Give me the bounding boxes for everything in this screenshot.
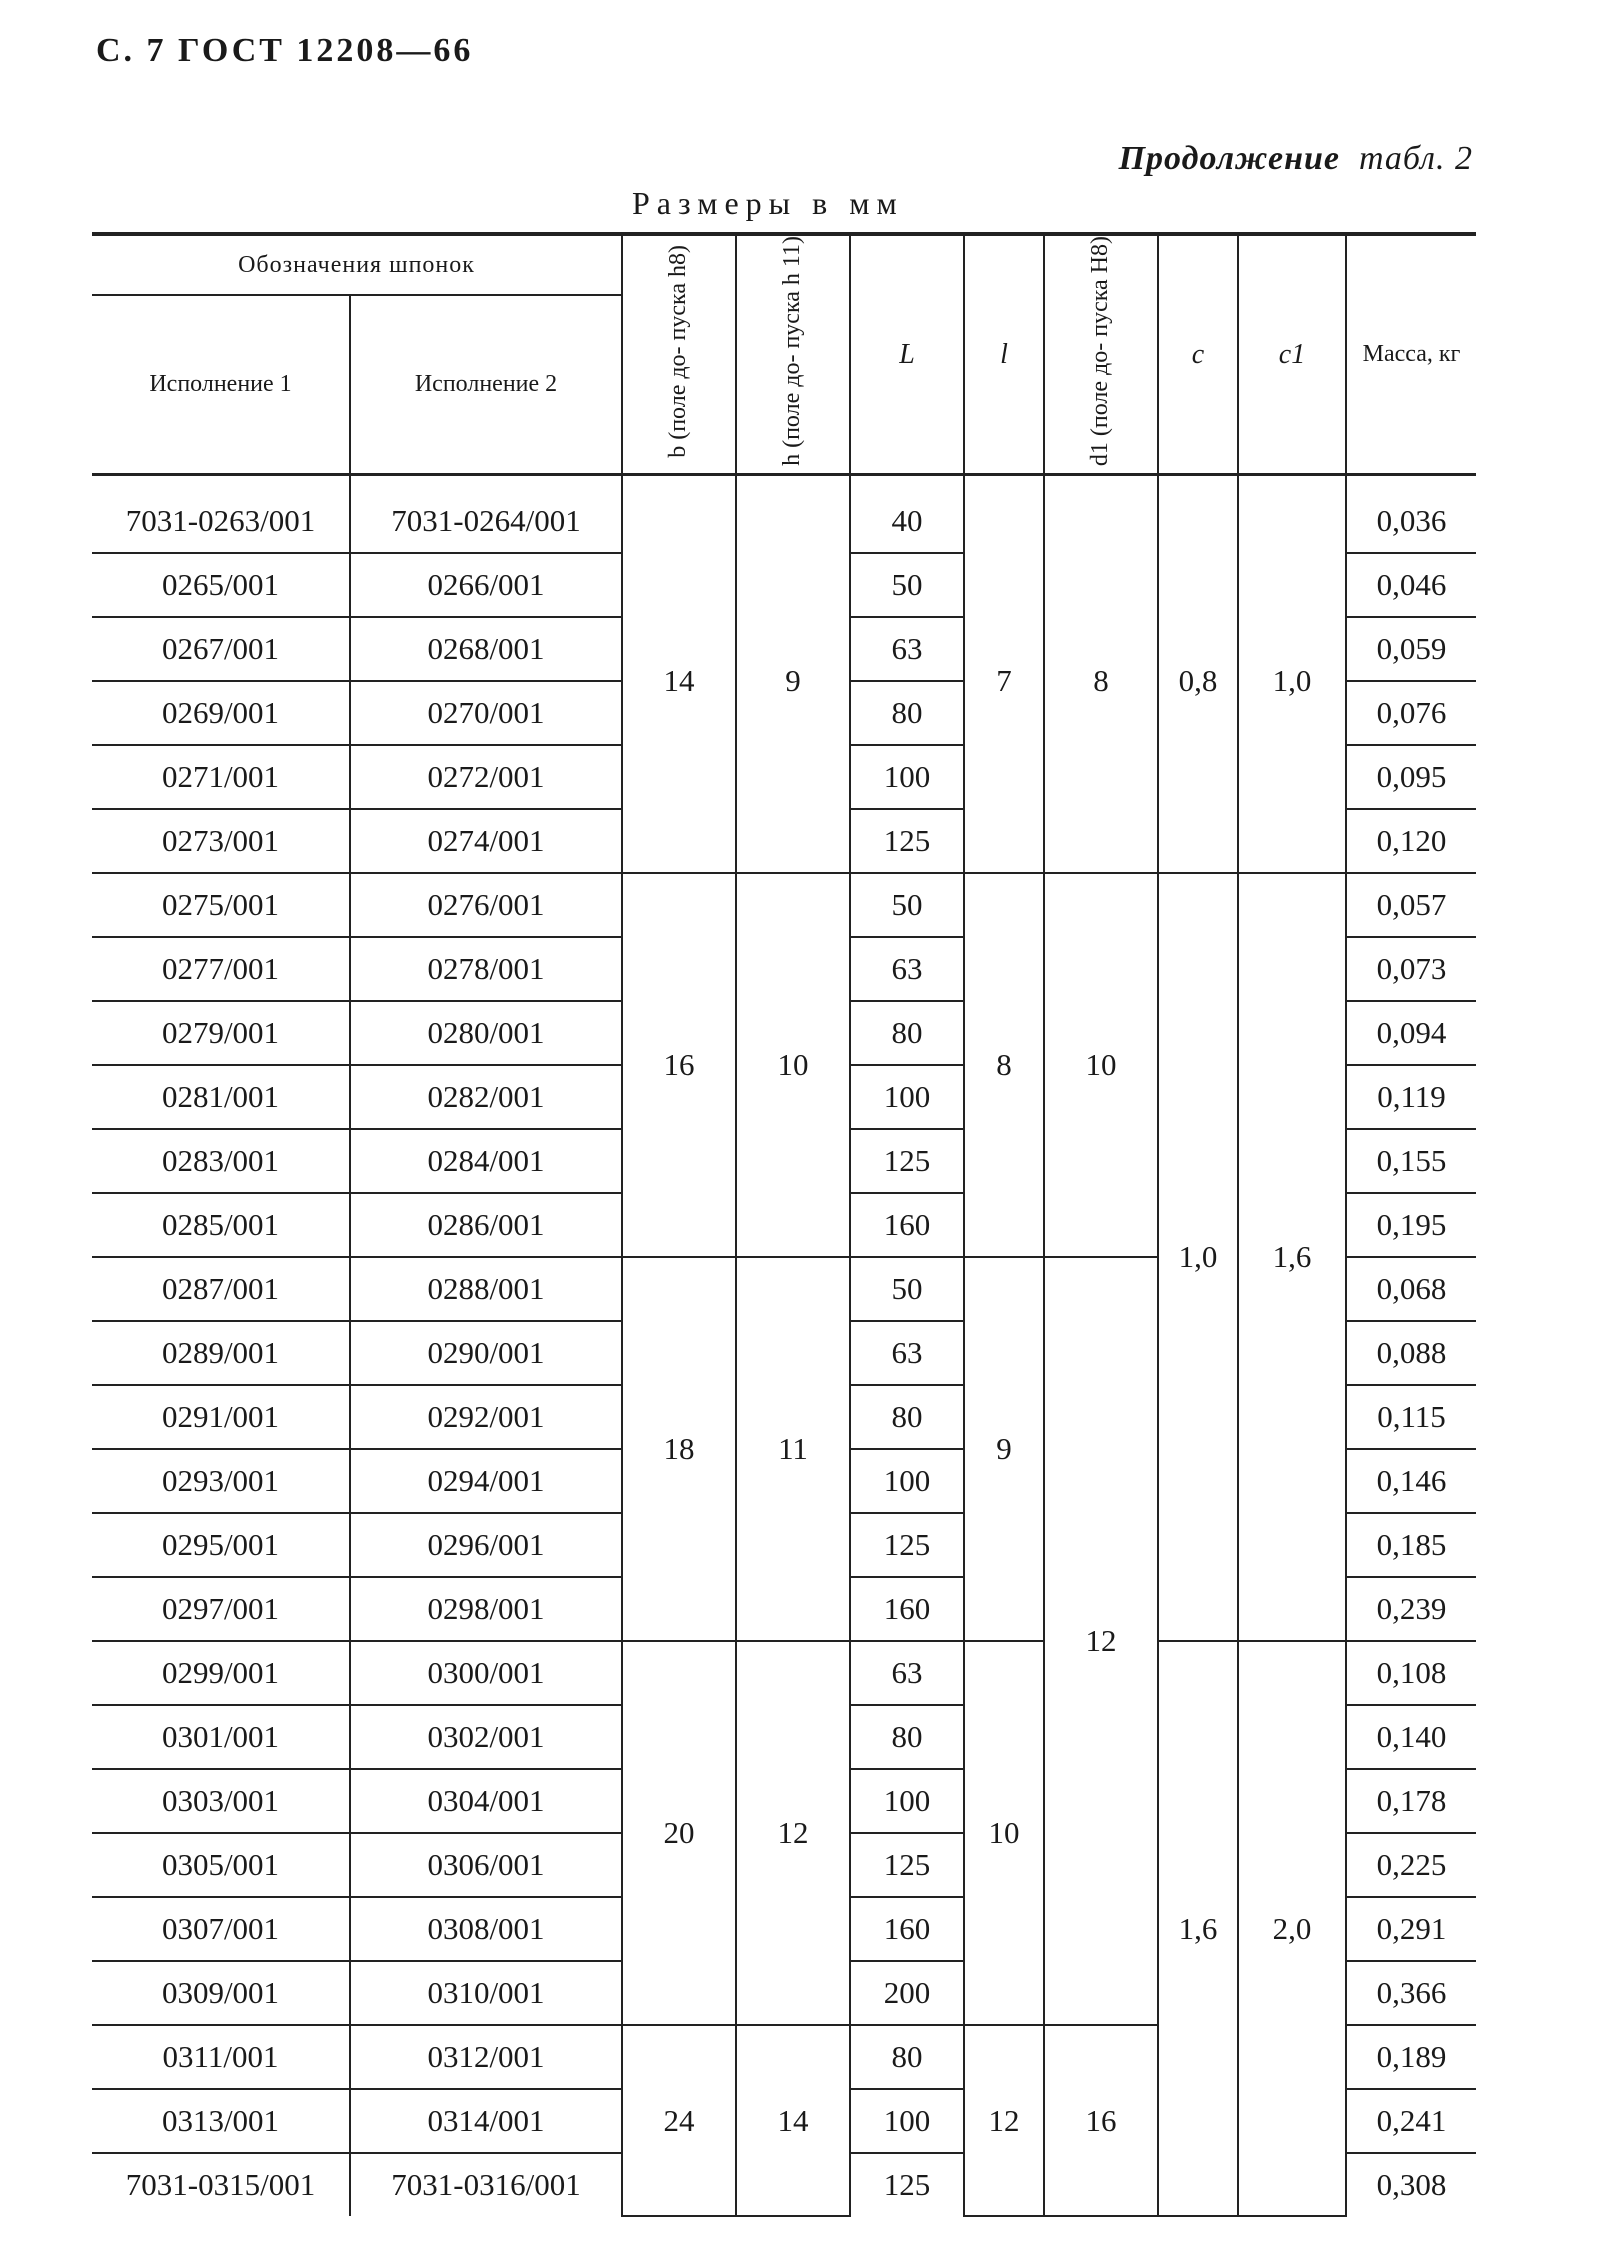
designation-v2: 7031-0316/001 bbox=[350, 2153, 622, 2216]
designation-v1: 0273/001 bbox=[92, 809, 350, 873]
length-L: 80 bbox=[850, 681, 964, 745]
mass-value: 0,195 bbox=[1346, 1193, 1476, 1257]
designation-v2: 0298/001 bbox=[350, 1577, 622, 1641]
designation-v2: 0306/001 bbox=[350, 1833, 622, 1897]
mass-value: 0,057 bbox=[1346, 873, 1476, 937]
designation-v1: 0271/001 bbox=[92, 745, 350, 809]
mass-value: 0,046 bbox=[1346, 553, 1476, 617]
length-L: 125 bbox=[850, 1833, 964, 1897]
b-value: 20 bbox=[622, 1641, 736, 2025]
length-L: 63 bbox=[850, 937, 964, 1001]
table-row bbox=[92, 873, 1476, 937]
mass-header: Масса, кг bbox=[1346, 234, 1476, 475]
designation-v2: 0302/001 bbox=[350, 1705, 622, 1769]
designation-v2: 0304/001 bbox=[350, 1769, 622, 1833]
mass-value: 0,119 bbox=[1346, 1065, 1476, 1129]
length-L: 80 bbox=[850, 1001, 964, 1065]
d1-value: 8 bbox=[1044, 490, 1158, 873]
length-L: 160 bbox=[850, 1577, 964, 1641]
designation-v2: 0290/001 bbox=[350, 1321, 622, 1385]
designation-v1: 0283/001 bbox=[92, 1129, 350, 1193]
b-value: 18 bbox=[622, 1257, 736, 1641]
designation-v1: 0287/001 bbox=[92, 1257, 350, 1321]
c-header: c bbox=[1158, 234, 1238, 475]
designation-v1: 0279/001 bbox=[92, 1001, 350, 1065]
designation-v1: 0277/001 bbox=[92, 937, 350, 1001]
designation-v2: 0270/001 bbox=[350, 681, 622, 745]
designation-v2: 0310/001 bbox=[350, 1961, 622, 2025]
designation-v2: 0288/001 bbox=[350, 1257, 622, 1321]
length-L: 63 bbox=[850, 1641, 964, 1705]
length-L: 80 bbox=[850, 1385, 964, 1449]
designation-v1: 0301/001 bbox=[92, 1705, 350, 1769]
length-L: 100 bbox=[850, 1449, 964, 1513]
designation-v1: 0269/001 bbox=[92, 681, 350, 745]
l-value: 7 bbox=[964, 490, 1044, 873]
designation-v2: 0278/001 bbox=[350, 937, 622, 1001]
designation-v1: 7031-0315/001 bbox=[92, 2153, 350, 2216]
l-value: 12 bbox=[964, 2025, 1044, 2216]
mass-value: 0,088 bbox=[1346, 1321, 1476, 1385]
length-L: 63 bbox=[850, 617, 964, 681]
mass-value: 0,178 bbox=[1346, 1769, 1476, 1833]
mass-value: 0,076 bbox=[1346, 681, 1476, 745]
designation-v2: 0280/001 bbox=[350, 1001, 622, 1065]
designation-v1: 0305/001 bbox=[92, 1833, 350, 1897]
mass-value: 0,155 bbox=[1346, 1129, 1476, 1193]
h-header: h (поле до- пуска h 11) bbox=[736, 234, 850, 475]
c-value: 1,0 bbox=[1158, 873, 1238, 1641]
b-value: 14 bbox=[622, 490, 736, 873]
designation-v1: 0265/001 bbox=[92, 553, 350, 617]
length-L: 160 bbox=[850, 1193, 964, 1257]
mass-value: 0,120 bbox=[1346, 809, 1476, 873]
c1-value: 1,6 bbox=[1238, 873, 1346, 1641]
c-value: 0,8 bbox=[1158, 490, 1238, 873]
table-row bbox=[92, 490, 1476, 553]
h-value: 14 bbox=[736, 2025, 850, 2216]
designations-header: Обозначения шпонок bbox=[92, 234, 622, 295]
mass-value: 0,239 bbox=[1346, 1577, 1476, 1641]
designation-v2: 0294/001 bbox=[350, 1449, 622, 1513]
length-L: 50 bbox=[850, 1257, 964, 1321]
c1-value: 2,0 bbox=[1238, 1641, 1346, 2216]
designation-v1: 0295/001 bbox=[92, 1513, 350, 1577]
b-header: b (поле до- пуска h8) bbox=[622, 234, 736, 475]
designation-v1: 0297/001 bbox=[92, 1577, 350, 1641]
length-L: 100 bbox=[850, 2089, 964, 2153]
designation-v1: 0299/001 bbox=[92, 1641, 350, 1705]
length-L: 125 bbox=[850, 1129, 964, 1193]
table-row bbox=[92, 1641, 1476, 1705]
mass-value: 0,146 bbox=[1346, 1449, 1476, 1513]
c-value: 1,6 bbox=[1158, 1641, 1238, 2216]
mass-value: 0,291 bbox=[1346, 1897, 1476, 1961]
designation-v2: 0308/001 bbox=[350, 1897, 622, 1961]
d1-value: 16 bbox=[1044, 2025, 1158, 2216]
mass-value: 0,366 bbox=[1346, 1961, 1476, 2025]
mass-value: 0,189 bbox=[1346, 2025, 1476, 2089]
mass-value: 0,073 bbox=[1346, 937, 1476, 1001]
designation-v2: 7031-0264/001 bbox=[350, 490, 622, 553]
mass-value: 0,225 bbox=[1346, 1833, 1476, 1897]
continuation-suffix: табл. 2 bbox=[1358, 140, 1473, 177]
h-value: 9 bbox=[736, 490, 850, 873]
designation-v1: 0285/001 bbox=[92, 1193, 350, 1257]
length-L: 125 bbox=[850, 2153, 964, 2216]
l-header: l bbox=[964, 234, 1044, 475]
key-dimensions-table bbox=[92, 232, 1476, 2217]
length-L: 50 bbox=[850, 873, 964, 937]
mass-value: 0,241 bbox=[1346, 2089, 1476, 2153]
designation-v2: 0266/001 bbox=[350, 553, 622, 617]
units-caption: Размеры в мм bbox=[632, 185, 904, 221]
h-value: 10 bbox=[736, 873, 850, 1257]
length-L: 125 bbox=[850, 1513, 964, 1577]
designation-v2: 0300/001 bbox=[350, 1641, 622, 1705]
length-L: 100 bbox=[850, 1769, 964, 1833]
designation-v1: 0293/001 bbox=[92, 1449, 350, 1513]
mass-value: 0,036 bbox=[1346, 490, 1476, 553]
designation-v2: 0292/001 bbox=[350, 1385, 622, 1449]
length-L: 40 bbox=[850, 490, 964, 553]
table-body bbox=[92, 475, 1476, 2217]
designation-v1: 0281/001 bbox=[92, 1065, 350, 1129]
designation-v2: 0274/001 bbox=[350, 809, 622, 873]
designation-v1: 0311/001 bbox=[92, 2025, 350, 2089]
length-L: 125 bbox=[850, 809, 964, 873]
h-value: 11 bbox=[736, 1257, 850, 1641]
d1-value: 10 bbox=[1044, 873, 1158, 1257]
c1-header: c1 bbox=[1238, 234, 1346, 475]
designation-v1: 0303/001 bbox=[92, 1769, 350, 1833]
designation-v1: 0291/001 bbox=[92, 1385, 350, 1449]
mass-value: 0,095 bbox=[1346, 745, 1476, 809]
mass-value: 0,108 bbox=[1346, 1641, 1476, 1705]
length-L: 160 bbox=[850, 1897, 964, 1961]
length-L: 100 bbox=[850, 745, 964, 809]
length-L: 50 bbox=[850, 553, 964, 617]
designation-v1: 0267/001 bbox=[92, 617, 350, 681]
mass-value: 0,185 bbox=[1346, 1513, 1476, 1577]
version2-header: Исполнение 2 bbox=[350, 295, 622, 474]
designation-v2: 0282/001 bbox=[350, 1065, 622, 1129]
mass-value: 0,115 bbox=[1346, 1385, 1476, 1449]
l-value: 8 bbox=[964, 873, 1044, 1257]
designation-v2: 0284/001 bbox=[350, 1129, 622, 1193]
designation-v1: 0289/001 bbox=[92, 1321, 350, 1385]
l-value: 9 bbox=[964, 1257, 1044, 1641]
designation-v1: 7031-0263/001 bbox=[92, 490, 350, 553]
designation-v2: 0296/001 bbox=[350, 1513, 622, 1577]
version1-header: Исполнение 1 bbox=[92, 295, 350, 474]
designation-v2: 0286/001 bbox=[350, 1193, 622, 1257]
designation-v2: 0272/001 bbox=[350, 745, 622, 809]
continuation-prefix: Продолжение bbox=[1118, 140, 1340, 177]
l-value: 10 bbox=[964, 1641, 1044, 2025]
mass-value: 0,059 bbox=[1346, 617, 1476, 681]
mass-value: 0,140 bbox=[1346, 1705, 1476, 1769]
designation-v2: 0314/001 bbox=[350, 2089, 622, 2153]
c1-value: 1,0 bbox=[1238, 490, 1346, 873]
h-value: 12 bbox=[736, 1641, 850, 2025]
d1-value: 12 bbox=[1044, 1257, 1158, 2025]
designation-v1: 0313/001 bbox=[92, 2089, 350, 2153]
mass-value: 0,308 bbox=[1346, 2153, 1476, 2216]
length-L: 63 bbox=[850, 1321, 964, 1385]
designation-v1: 0307/001 bbox=[92, 1897, 350, 1961]
designation-v2: 0276/001 bbox=[350, 873, 622, 937]
mass-value: 0,068 bbox=[1346, 1257, 1476, 1321]
b-value: 24 bbox=[622, 2025, 736, 2216]
L-header: L bbox=[850, 234, 964, 475]
length-L: 80 bbox=[850, 1705, 964, 1769]
page-header: С. 7 ГОСТ 12208—66 bbox=[96, 32, 474, 69]
designation-v1: 0275/001 bbox=[92, 873, 350, 937]
length-L: 200 bbox=[850, 1961, 964, 2025]
designation-v2: 0268/001 bbox=[350, 617, 622, 681]
designation-v2: 0312/001 bbox=[350, 2025, 622, 2089]
length-L: 100 bbox=[850, 1065, 964, 1129]
length-L: 80 bbox=[850, 2025, 964, 2089]
continuation-note bbox=[1119, 140, 1473, 178]
b-value: 16 bbox=[622, 873, 736, 1257]
d1-header: d1 (поле до- пуска H8) bbox=[1044, 234, 1158, 475]
mass-value: 0,094 bbox=[1346, 1001, 1476, 1065]
designation-v1: 0309/001 bbox=[92, 1961, 350, 2025]
